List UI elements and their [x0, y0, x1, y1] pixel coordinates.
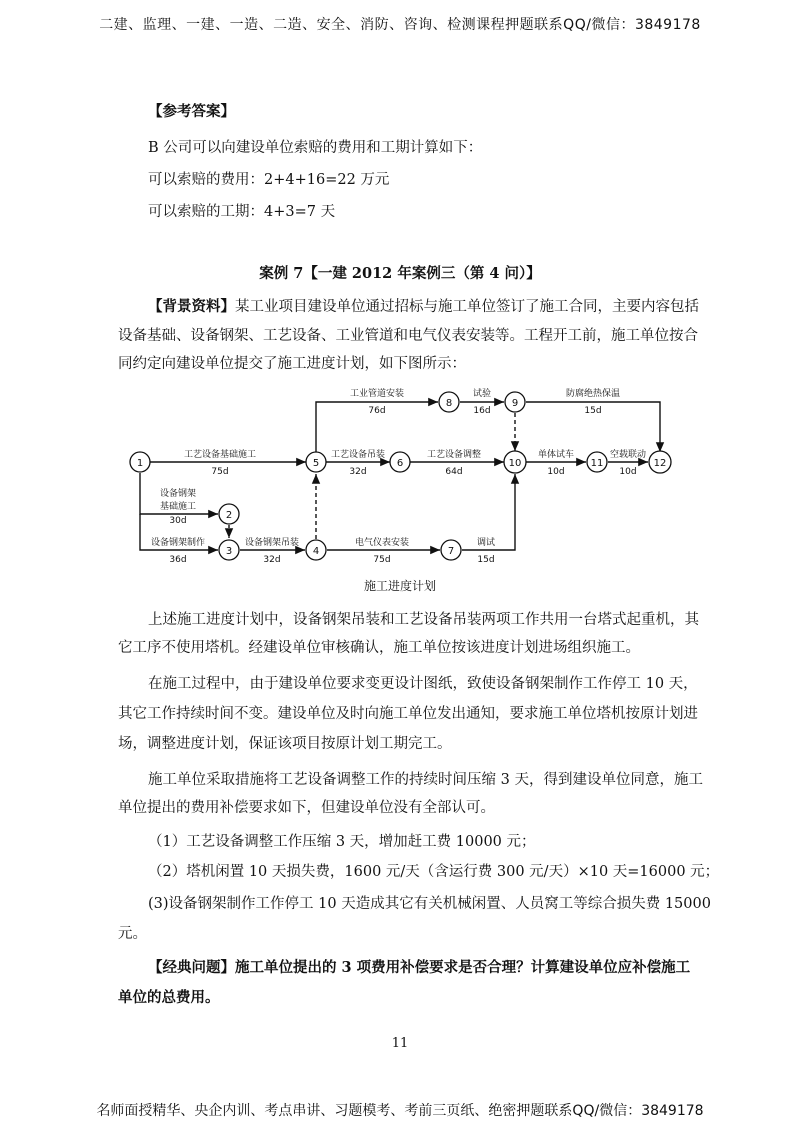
paragraph-3-line-1: 施工单位采取措施将工艺设备调整工作的持续时间压缩 3 天，得到建设单位同意，施工: [148, 772, 703, 788]
network-diagram: [120, 375, 680, 575]
diagram-caption: 施工进度计划: [363, 579, 436, 593]
node-label: 4: [312, 546, 320, 557]
activity-label: 电气仪表安装: [354, 538, 410, 548]
activity-label: 防腐绝热保温: [565, 389, 621, 399]
node-label: 12: [653, 458, 667, 469]
page-number: 11: [391, 1036, 409, 1051]
activity-label: 工艺设备调整: [426, 450, 482, 460]
node-label: 3: [225, 546, 233, 557]
background-line-2: 设备基础、设备钢架、工艺设备、工业管道和电气仪表安装等。工程开工前，施工单位按合: [118, 328, 698, 344]
activity-label: 设备钢架制作: [150, 538, 206, 548]
case-title: 案例 7【一建 2012 年案例三（第 4 问）】: [259, 265, 541, 282]
activity-duration: 76d: [368, 406, 386, 416]
answer-line-2: 可以索赔的费用：2+4+16=22 万元: [148, 172, 390, 188]
activity-duration: 16d: [473, 406, 491, 416]
activity-label: 试验: [472, 389, 492, 399]
answer-title: 【参考答案】: [148, 103, 235, 120]
activity-label: 工艺设备基础施工: [183, 450, 257, 460]
background-line-1: 某工业项目建设单位通过招标与施工单位签订了施工合同，主要内容包括: [235, 299, 699, 315]
activity-label: 空载联动: [609, 450, 647, 460]
paragraph-2-line-3: 场，调整进度计划，保证该项目按原计划工期完工。: [118, 736, 452, 752]
activity-label: 基础施工: [159, 502, 197, 512]
activity-label: 单体试车: [537, 450, 575, 460]
paragraph-1-line-1: 上述施工进度计划中，设备钢架吊装和工艺设备吊装两项工作共用一台塔式起重机，其: [148, 612, 699, 628]
activity-duration: 30d: [169, 516, 187, 526]
activity-duration: 32d: [349, 467, 367, 477]
node-label: 6: [396, 458, 404, 469]
node-label: 9: [511, 398, 519, 409]
activity-duration: 15d: [477, 555, 495, 565]
activity-label: 设备钢架吊装: [244, 538, 300, 548]
activity-duration: 64d: [445, 467, 463, 477]
paragraph-3-line-2: 单位提出的费用补偿要求如下，但建设单位没有全部认可。: [118, 800, 495, 816]
page-header: 二建、监理、一建、一造、二造、安全、消防、咨询、检测课程押题联系QQ/微信：3849178: [99, 17, 701, 33]
question-line-1: 【经典问题】施工单位提出的 3 项费用补偿要求是否合理？计算建设单位应补偿施工: [148, 959, 691, 976]
claim-item-1: （1）工艺设备调整工作压缩 3 天，增加赶工费 10000 元；: [148, 834, 536, 850]
claim-item-2: （2）塔机闲置 10 天损失费，1600 元/天（含运行费 300 元/天）×10 天=16000 元；: [148, 864, 720, 880]
claim-item-3-line-1: (3)设备钢架制作工作停工 10 天造成其它有关机械闲置、人员窝工等综合损失费 15000: [148, 896, 711, 912]
node-label: 1: [136, 458, 144, 469]
node-label: 2: [225, 510, 233, 521]
activity-duration: 10d: [547, 467, 565, 477]
paragraph-2-line-1: 在施工过程中，由于建设单位要求变更设计图纸，致使设备钢架制作工作停工 10 天，: [148, 676, 698, 692]
activity-label: 调试: [476, 538, 496, 548]
answer-line-3: 可以索赔的工期：4+3=7 天: [148, 204, 336, 220]
activity-duration: 32d: [263, 555, 281, 565]
activity-label: 工业管道安装: [349, 389, 405, 399]
activity-duration: 36d: [169, 555, 187, 565]
node-label: 7: [447, 546, 455, 557]
page-footer: 名师面授精华、央企内训、考点串讲、习题模考、考前三页纸、绝密押题联系QQ/微信：3849178: [96, 1103, 704, 1119]
node-label: 10: [508, 458, 522, 469]
activity-duration: 75d: [373, 555, 391, 565]
activity-label: 工艺设备吊装: [330, 450, 386, 460]
node-label: 11: [590, 458, 604, 469]
background-line-3: 同约定向建设单位提交了施工进度计划，如下图所示：: [118, 356, 466, 372]
question-line-2: 单位的总费用。: [118, 989, 220, 1006]
paragraph-2-line-2: 其它工作持续时间不变。建设单位及时向施工单位发出通知，要求施工单位塔机按原计划进: [118, 706, 698, 722]
activity-duration: 15d: [584, 406, 602, 416]
claim-item-3-line-2: 元。: [118, 926, 147, 942]
activity-label: 设备钢架: [159, 489, 197, 499]
answer-line-1: B 公司可以向建设单位索赔的费用和工期计算如下：: [148, 140, 483, 156]
background-label: 【背景资料】: [148, 298, 235, 315]
activity-duration: 75d: [211, 467, 229, 477]
activity-duration: 10d: [619, 467, 637, 477]
node-label: 5: [312, 458, 320, 469]
paragraph-1-line-2: 它工序不使用塔机。经建设单位审核确认，施工单位按该进度计划进场组织施工。: [118, 640, 640, 656]
node-label: 8: [445, 398, 453, 409]
